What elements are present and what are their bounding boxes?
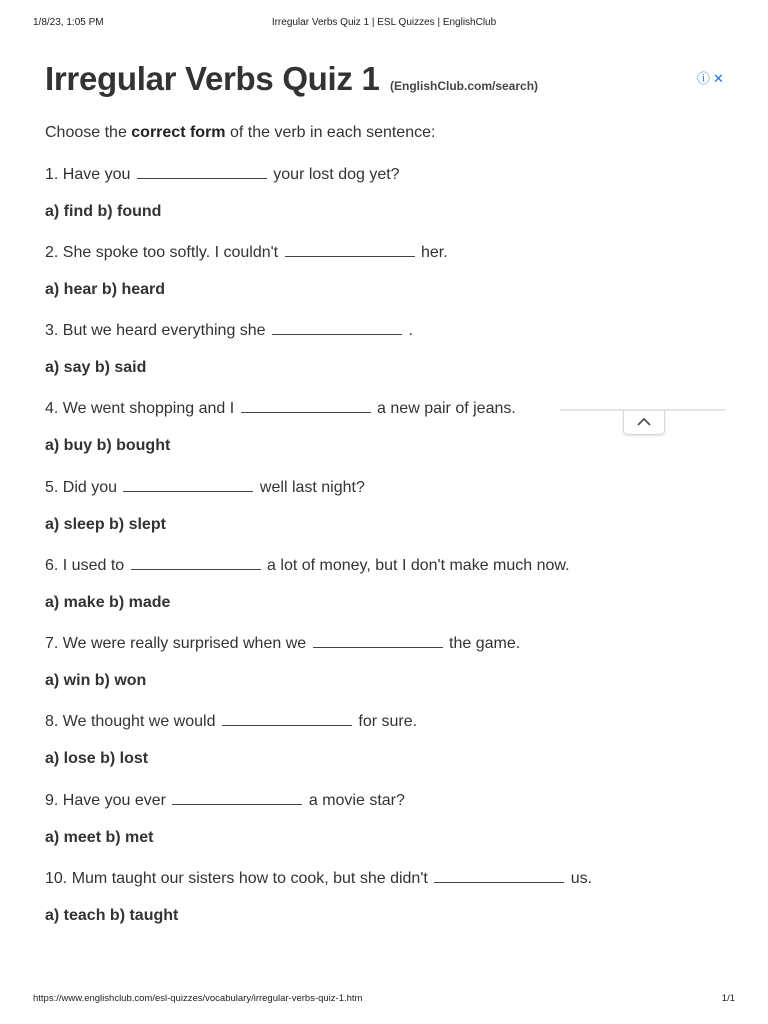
info-icon[interactable]: ⓘ — [697, 71, 711, 86]
print-header — [0, 17, 768, 33]
print-url: https://www.englishclub.com/esl-quizzes/vocabulary/irregular-verbs-quiz-1.htm — [33, 993, 363, 1004]
answer-blank — [222, 711, 352, 726]
question-1 — [45, 164, 400, 184]
ad-controls — [697, 68, 727, 87]
options-3: a) say b) said — [45, 359, 147, 376]
question-text: 5. Did you — [45, 479, 122, 496]
question-text: us. — [566, 870, 593, 887]
instructions — [45, 124, 435, 142]
question-text: a movie star? — [304, 792, 405, 809]
answer-blank — [131, 555, 261, 570]
options-7: a) win b) won — [45, 672, 147, 689]
question-text: . — [404, 322, 413, 339]
question-text: her. — [416, 244, 448, 261]
question-text: 6. I used to — [45, 557, 129, 574]
options-8: a) lose b) lost — [45, 750, 149, 767]
question-3 — [45, 320, 413, 340]
question-9 — [45, 790, 405, 810]
answer-blank — [123, 477, 253, 492]
search-link[interactable]: (EnglishClub.com/search) — [390, 79, 539, 93]
quiz-title: Irregular Verbs Quiz 1 — [45, 60, 380, 97]
question-text: 7. We were really surprised when we — [45, 635, 311, 652]
options-5: a) sleep b) slept — [45, 516, 166, 533]
options-1: a) find b) found — [45, 203, 162, 220]
answer-blank — [285, 242, 415, 257]
question-text: a new pair of jeans. — [372, 400, 516, 417]
instructions-emphasis: correct form — [131, 124, 226, 141]
instructions-text-after: of the verb in each sentence: — [225, 124, 436, 141]
answer-blank — [241, 398, 371, 413]
question-10 — [45, 868, 592, 888]
options-6: a) make b) made — [45, 594, 171, 611]
question-text: a lot of money, but I don't make much now. — [262, 557, 570, 574]
print-page-title: Irregular Verbs Quiz 1 | ESL Quizzes | EnglishClub — [271, 17, 497, 28]
question-6 — [45, 555, 570, 575]
quiz-title-row — [45, 60, 735, 104]
question-5 — [45, 477, 365, 497]
options-10: a) teach b) taught — [45, 907, 179, 924]
chevron-up-icon — [636, 417, 652, 427]
options-2: a) hear b) heard — [45, 281, 166, 298]
print-datetime: 1/8/23, 1:05 PM — [33, 17, 104, 28]
question-8 — [45, 711, 417, 731]
question-4 — [45, 398, 516, 418]
question-text: the game. — [444, 635, 521, 652]
question-7 — [45, 633, 520, 653]
question-text: 9. Have you ever — [45, 792, 171, 809]
answer-blank — [272, 320, 402, 335]
question-text: for sure. — [353, 713, 418, 730]
question-text: 2. She spoke too softly. I couldn't — [45, 244, 283, 261]
question-2 — [45, 242, 448, 262]
answer-blank — [172, 790, 302, 805]
options-4: a) buy b) bought — [45, 437, 171, 454]
answer-blank — [137, 164, 267, 179]
question-text: 4. We went shopping and I — [45, 400, 239, 417]
question-text: 10. Mum taught our sisters how to cook, but she didn't — [45, 870, 433, 887]
question-text: 3. But we heard everything she — [45, 322, 271, 339]
close-icon[interactable]: ✕ — [713, 71, 724, 86]
question-text: 8. We thought we would — [45, 713, 220, 730]
question-text: 1. Have you — [45, 166, 135, 183]
print-page-number: 1/1 — [721, 993, 735, 1004]
instructions-text-before: Choose the — [45, 124, 132, 141]
answer-blank — [434, 868, 564, 883]
collapse-button[interactable] — [623, 411, 665, 435]
question-text: your lost dog yet? — [268, 166, 400, 183]
options-9: a) meet b) met — [45, 829, 154, 846]
question-text: well last night? — [255, 479, 365, 496]
answer-blank — [313, 633, 443, 648]
